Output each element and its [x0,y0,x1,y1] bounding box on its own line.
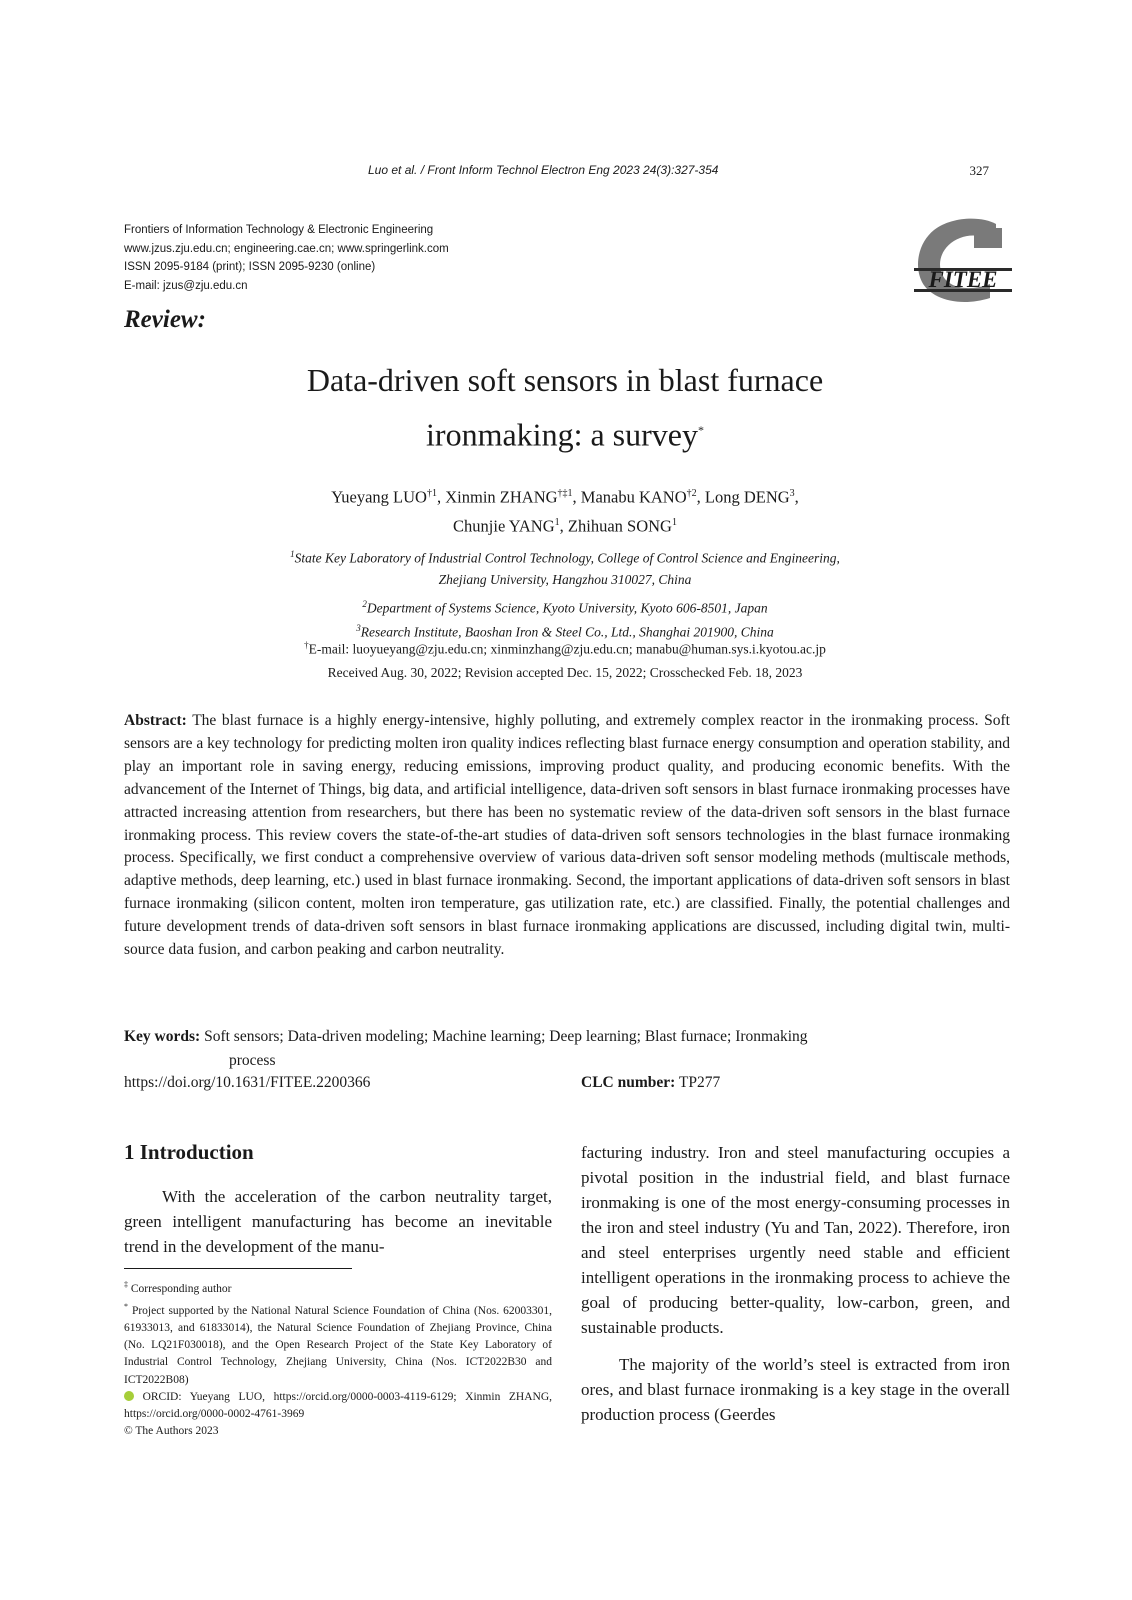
journal-name: Frontiers of Information Technology & Electronic Engineering [124,224,434,236]
clc-number: CLC number: TP277 [581,1074,721,1091]
author-name: Long DENG [704,487,790,507]
doi-link[interactable]: https://doi.org/10.1631/FITEE.2200366 [124,1074,371,1091]
page-number: 327 [969,163,989,178]
keywords [124,1025,1010,1073]
keywords-text: Soft sensors; Data-driven modeling; Machine learning; Deep learning; Blast furnace; Ironmaking [204,1028,808,1045]
section-heading: 1 Introduction [124,1140,254,1164]
footnote-corresponding: ‡ Corresponding author [124,1280,232,1295]
intro-paragraph: The majority of the world’s steel is extracted from iron ores, and blast furnace ironmaking is a key stage in the overall production process (Geerdes [581,1355,1010,1424]
abstract [124,710,1010,962]
affiliation-line: Zhejiang University, Hangzhou 310027, China [438,572,692,587]
footnote-divider [124,1268,352,1269]
logo-text: FITEE [928,267,998,292]
footnote-orcid: ORCID: Yueyang LUO, https://orcid.org/0000-0003-4119-6129; Xinmin ZHANG, https://orcid.org/0000-0002-4761-3969 [124,1390,553,1421]
title-footnote-mark: * [697,423,704,437]
keywords-label: Key words: [124,1028,201,1045]
journal-websites: www.jzus.zju.edu.cn; engineering.cae.cn; www.springerlink.com [124,242,449,255]
author-name: Chunjie YANG [453,516,555,535]
journal-issn: ISSN 2095-9184 (print); ISSN 2095-9230 (online) [124,261,376,274]
running-head: Luo et al. / Front Inform Technol Electron Eng 2023 24(3):327-354 [368,163,719,177]
journal-info [124,221,449,295]
article-type-label: Review: [124,306,206,333]
abstract-label: Abstract: [124,712,187,729]
author-name: Yueyang LUO [331,487,427,507]
title-line-1: Data-driven soft sensors in blast furnace [306,362,824,398]
keywords-text-continued: process [229,1052,276,1069]
orcid-icon [124,1391,134,1401]
author-list: Yueyang LUO$^{\dagger 1}$, Xinmin ZHANG$^{\dagger\ddagger 1}$, Manabu KANO$^{\dagger 2}$, Long DENG$^3$, Chunjie YANG$^1$, Zhihuan SONG$^1$ [331,487,799,535]
footnote-copyright: © The Authors 2023 [124,1425,219,1438]
intro-right-column [581,1140,1010,1427]
abstract-text: The blast furnace is a highly energy-intensive, highly polluting, and extremely complex reactor in the ironmaking process. Soft sensors are a key technology for predicting molten iron quality indices reflecting blast furnace energy consumption and operation stability, and play an important role in saving energy, reducing emissions, improving product quality, and producing economic benefits. With the advancement of the Internet of Things, big data, and artificial intelligence, data-driven soft sensors in blast furnace ironmaking processes have attracted increasing attention from researchers, but there has been no systematic review of the data-driven soft sensors in the blast furnace ironmaking process. This review covers the state-of-the-art studies of data-driven soft sensors technologies in the blast furnace ironmaking process. Specifically, we first conduct a comprehensive overview of various data-driven soft sensor modeling methods (multiscale methods, adaptive methods, deep learning, etc.) used in blast furnace ironmaking. Second, the important applications of data-driven soft sensors in blast furnace ironmaking (silicon content, molten iron temperature, gas utilization rate, etc.) are classified. Finally, the potential challenges and future development trends of data-driven soft sensors in blast furnace ironmaking applications are discussed, including digital twin, multi-source data fusion, and carbon peaking and carbon neutrality. [124,712,1010,959]
footnotes [124,1276,552,1440]
intro-paragraph: facturing industry. Iron and steel manufacturing occupies a pivotal position in the industrial field, and blast furnace ironmaking is one of the most energy-consuming processes in the iron and steel industry (Yu and Tan, 2022). Therefore, iron and steel enterprises urgently need stable and efficient intelligent operations in the ironmaking process to achieve the goal of producing better-quality, low-carbon, green, and sustainable products. [581,1143,1010,1337]
author-name: Xinmin ZHANG [445,487,558,507]
affiliation-line: $^3$Research Institute, Baoshan Iron & Steel Co., Ltd., Shanghai 201900, China [356,623,774,640]
affiliation-line: $^1$State Key Laboratory of Industrial Control Technology, College of Control Science and Engineering, [290,549,840,566]
paper-title [150,355,980,460]
author-name: Zhihuan SONG [567,516,672,535]
intro-paragraph-left: With the acceleration of the carbon neutrality target, green intelligent manufacturing has become an inevitable trend in the development of the manu- [124,1187,552,1256]
journal-email: E-mail: jzus@zju.edu.cn [124,279,248,292]
received-dates: Received Aug. 30, 2022; Revision accepted Dec. 15, 2022; Crosschecked Feb. 18, 2023 [327,665,803,680]
affiliation-line: $^2$Department of Systems Science, Kyoto University, Kyoto 606-8501, Japan [362,599,768,616]
footnote-project: * Project supported by the National Natural Science Foundation of China (Nos. 62003301, 61933013, and 61833014), the Natural Science Foundation of Zhejiang Province, China (No. LQ21F030018), and the Open Research Project of the State Key Laboratory of Industrial Control Technology, Zhejiang University, China (Nos. ICT2022B30 and ICT2022B08) [124,1302,553,1386]
author-emails: †E-mail: luoyueyang@zju.edu.cn; xinminzhang@zju.edu.cn; manabu@human.sys.i.kyotou.ac.jp [304,640,826,657]
title-line-2: ironmaking: a survey* [426,416,704,453]
fitee-logo [914,218,1012,304]
author-name: Manabu KANO [580,487,687,507]
